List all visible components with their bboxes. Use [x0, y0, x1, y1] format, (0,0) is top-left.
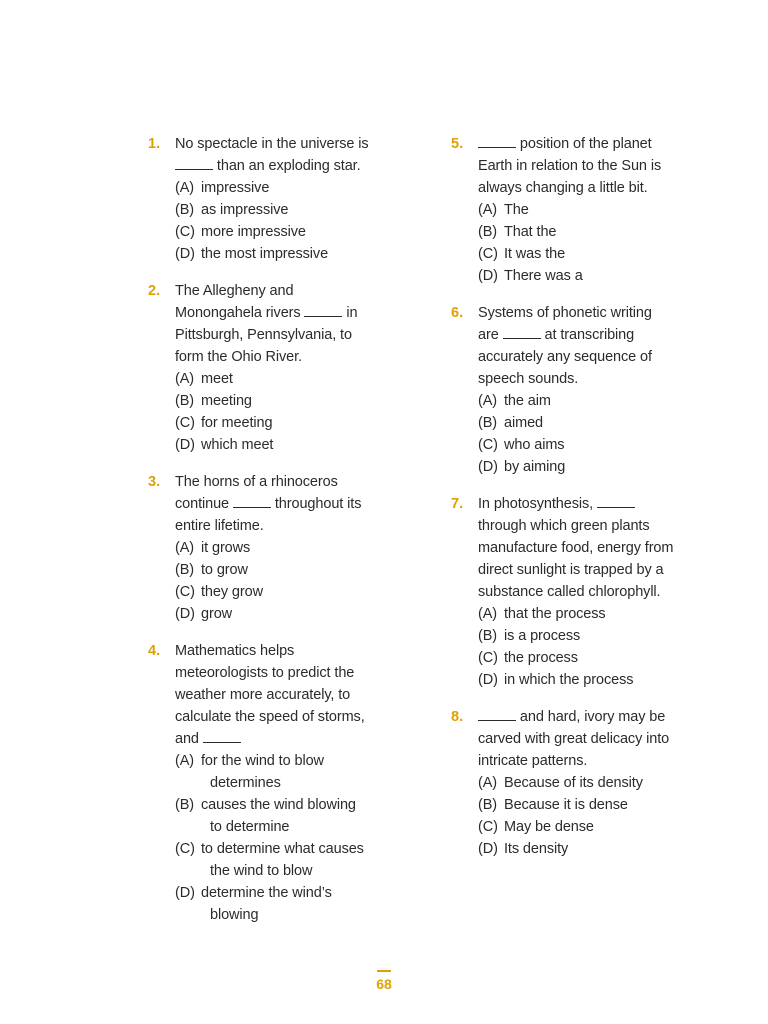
stem-text: and — [175, 731, 203, 747]
stem-line — [478, 537, 751, 559]
stem-line — [478, 368, 751, 390]
option-text: meet — [201, 371, 233, 387]
option-letter: (A) — [478, 393, 498, 409]
question-item — [451, 493, 751, 691]
answer-option — [175, 603, 418, 625]
answer-option — [175, 750, 418, 794]
stem-text: Systems of phonetic writing — [478, 305, 652, 321]
option-text: it grows — [201, 540, 251, 556]
option-text: impressive — [201, 180, 270, 196]
stem-line — [175, 515, 418, 537]
stem-text: substance called chlorophyll. — [478, 584, 661, 600]
option-text: who aims — [504, 437, 565, 453]
answer-option — [175, 434, 418, 456]
option-text: Its density — [504, 841, 569, 857]
answer-blank — [203, 731, 241, 743]
stem-line — [478, 346, 751, 368]
answer-option — [478, 456, 751, 478]
option-letter: (C) — [175, 841, 195, 857]
stem-text: in — [342, 305, 358, 321]
question-stem — [478, 493, 751, 603]
question-item — [451, 133, 751, 287]
answer-option — [175, 177, 418, 199]
stem-line — [175, 706, 418, 728]
stem-text: manufacture food, energy from — [478, 540, 674, 556]
stem-text: entire lifetime. — [175, 518, 264, 534]
answer-option — [478, 243, 751, 265]
page-footer — [0, 970, 768, 992]
option-text: as impressive — [201, 202, 289, 218]
stem-text: The Allegheny and — [175, 283, 294, 299]
answer-blank — [304, 305, 342, 317]
option-text: Because it is dense — [504, 797, 628, 813]
stem-line — [478, 706, 751, 728]
question-number: 8. — [451, 709, 464, 725]
answer-option — [478, 199, 751, 221]
option-letter: (C) — [175, 584, 195, 600]
option-text: aimed — [504, 415, 543, 431]
option-letter: (A) — [478, 202, 498, 218]
question-stem — [175, 640, 418, 750]
stem-line — [478, 581, 751, 603]
option-text: It was the — [504, 246, 566, 262]
answer-option — [175, 581, 418, 603]
option-text: That the — [504, 224, 557, 240]
stem-line — [175, 155, 418, 177]
answer-blank — [233, 496, 271, 508]
option-letter: (D) — [175, 606, 195, 622]
option-text: causes the wind blowing — [201, 797, 356, 813]
answer-option — [175, 243, 418, 265]
question-number: 4. — [148, 643, 161, 659]
option-text: blowing — [210, 907, 259, 923]
question-number: 7. — [451, 496, 464, 512]
stem-text: Mathematics helps — [175, 643, 295, 659]
option-letter: (B) — [478, 797, 498, 813]
stem-line — [175, 684, 418, 706]
answer-option — [175, 199, 418, 221]
question-number: 5. — [451, 136, 464, 152]
answer-option — [175, 412, 418, 434]
footer-accent-bar — [377, 970, 391, 972]
option-text: Because of its density — [504, 775, 643, 791]
option-letter: (D) — [478, 672, 498, 688]
stem-text: The horns of a rhinoceros — [175, 474, 338, 490]
option-text: is a process — [504, 628, 581, 644]
option-letter: (A) — [175, 540, 195, 556]
question-number: 3. — [148, 474, 161, 490]
option-letter: (A) — [478, 606, 498, 622]
question-item — [148, 640, 418, 926]
stem-text: are — [478, 327, 503, 343]
answer-option — [478, 221, 751, 243]
stem-text: In photosynthesis, — [478, 496, 598, 512]
stem-text: intricate patterns. — [478, 753, 588, 769]
option-text: determines — [210, 775, 281, 791]
stem-text: Pittsburgh, Pennsylvania, to — [175, 327, 352, 343]
answer-option — [175, 368, 418, 390]
option-letter: (C) — [175, 224, 195, 240]
answer-option — [478, 669, 751, 691]
question-item — [148, 471, 418, 625]
question-item — [148, 280, 418, 456]
stem-text: accurately any sequence of — [478, 349, 652, 365]
option-letter: (B) — [175, 562, 195, 578]
option-text: grow — [201, 606, 233, 622]
option-text: to grow — [201, 562, 248, 578]
option-text: for the wind to blow — [201, 753, 324, 769]
question-number: 1. — [148, 136, 161, 152]
option-letter: (A) — [175, 753, 195, 769]
answer-blank — [597, 496, 635, 508]
stem-text: speech sounds. — [478, 371, 579, 387]
stem-text: calculate the speed of storms, — [175, 709, 365, 725]
question-stem — [478, 133, 751, 199]
stem-text: carved with great delicacy into — [478, 731, 670, 747]
stem-text: direct sunlight is trapped by a — [478, 562, 664, 578]
stem-text: Earth in relation to the Sun is — [478, 158, 662, 174]
option-letter: (C) — [478, 650, 498, 666]
answer-blank — [503, 327, 541, 339]
stem-text: throughout its — [270, 496, 362, 512]
option-text: which meet — [201, 437, 274, 453]
option-letter: (B) — [478, 628, 498, 644]
option-text: the aim — [504, 393, 551, 409]
stem-text: Monongahela rivers — [175, 305, 305, 321]
option-letter: (C) — [478, 437, 498, 453]
stem-line — [175, 640, 418, 662]
option-text: that the process — [504, 606, 606, 622]
question-stem — [478, 302, 751, 390]
stem-text: continue — [175, 496, 233, 512]
answer-option — [478, 625, 751, 647]
answer-option — [478, 838, 751, 860]
option-text: for meeting — [201, 415, 273, 431]
option-text: more impressive — [201, 224, 306, 240]
answer-option — [175, 838, 418, 882]
stem-line — [478, 750, 751, 772]
option-letter: (D) — [175, 246, 195, 262]
answer-option — [478, 772, 751, 794]
stem-text: always changing a little bit. — [478, 180, 648, 196]
stem-line — [175, 728, 418, 750]
answer-blank — [175, 158, 213, 170]
stem-line — [175, 346, 418, 368]
option-letter: (D) — [478, 459, 498, 475]
answer-option — [478, 265, 751, 287]
option-letter: (A) — [478, 775, 498, 791]
stem-line — [478, 133, 751, 155]
stem-line — [478, 177, 751, 199]
option-text: to determine what causes — [201, 841, 364, 857]
option-text: May be dense — [504, 819, 594, 835]
question-stem — [175, 471, 418, 537]
stem-line — [175, 493, 418, 515]
stem-line — [478, 493, 751, 515]
answer-option — [478, 603, 751, 625]
stem-line — [175, 280, 418, 302]
stem-text: form the Ohio River. — [175, 349, 302, 365]
stem-line — [175, 133, 418, 155]
stem-line — [478, 515, 751, 537]
question-stem — [175, 133, 418, 177]
question-stem — [175, 280, 418, 368]
stem-text: meteorologists to predict the — [175, 665, 355, 681]
option-text: There was a — [504, 268, 583, 284]
stem-line — [478, 728, 751, 750]
answer-option — [175, 537, 418, 559]
stem-text: at transcribing — [540, 327, 635, 343]
right-column — [451, 133, 751, 875]
option-text: The — [504, 202, 529, 218]
stem-line — [478, 155, 751, 177]
option-letter: (D) — [478, 268, 498, 284]
answer-option — [175, 794, 418, 838]
stem-line — [478, 302, 751, 324]
answer-option — [175, 882, 418, 926]
option-letter: (B) — [478, 224, 498, 240]
question-stem — [478, 706, 751, 772]
question-number: 6. — [451, 305, 464, 321]
option-letter: (A) — [175, 371, 195, 387]
answer-option — [478, 816, 751, 838]
answer-option — [175, 221, 418, 243]
question-number: 2. — [148, 283, 161, 299]
option-text: meeting — [201, 393, 252, 409]
question-item — [451, 302, 751, 478]
option-letter: (D) — [478, 841, 498, 857]
stem-line — [175, 471, 418, 493]
option-text: determine the wind’s — [201, 885, 332, 901]
answer-option — [478, 794, 751, 816]
page-number: 68 — [376, 976, 392, 992]
option-text: to determine — [210, 819, 290, 835]
option-letter: (B) — [175, 202, 195, 218]
option-text: the process — [504, 650, 578, 666]
option-letter: (B) — [175, 393, 195, 409]
stem-text: and hard, ivory may be — [516, 709, 666, 725]
option-letter: (C) — [478, 246, 498, 262]
left-column — [148, 133, 418, 941]
option-text: they grow — [201, 584, 263, 600]
stem-text: than an exploding star. — [213, 158, 361, 174]
option-text: in which the process — [504, 672, 634, 688]
option-letter: (D) — [175, 885, 195, 901]
answer-option — [478, 390, 751, 412]
question-item — [148, 133, 418, 265]
option-letter: (A) — [175, 180, 195, 196]
answer-option — [175, 390, 418, 412]
stem-line — [478, 324, 751, 346]
stem-text: position of the planet — [516, 136, 652, 152]
question-item — [451, 706, 751, 860]
stem-text: No spectacle in the universe is — [175, 136, 369, 152]
option-text: by aiming — [504, 459, 566, 475]
option-text: the wind to blow — [210, 863, 313, 879]
option-letter: (C) — [478, 819, 498, 835]
stem-text: through which green plants — [478, 518, 650, 534]
answer-option — [175, 559, 418, 581]
answer-option — [478, 412, 751, 434]
stem-line — [175, 302, 418, 324]
answer-blank — [478, 136, 516, 148]
stem-line — [175, 324, 418, 346]
stem-line — [478, 559, 751, 581]
answer-blank — [478, 709, 516, 721]
option-letter: (D) — [175, 437, 195, 453]
answer-option — [478, 647, 751, 669]
option-letter: (B) — [478, 415, 498, 431]
option-letter: (B) — [175, 797, 195, 813]
option-text: the most impressive — [201, 246, 329, 262]
option-letter: (C) — [175, 415, 195, 431]
stem-line — [175, 662, 418, 684]
stem-text: weather more accurately, to — [175, 687, 351, 703]
answer-option — [478, 434, 751, 456]
